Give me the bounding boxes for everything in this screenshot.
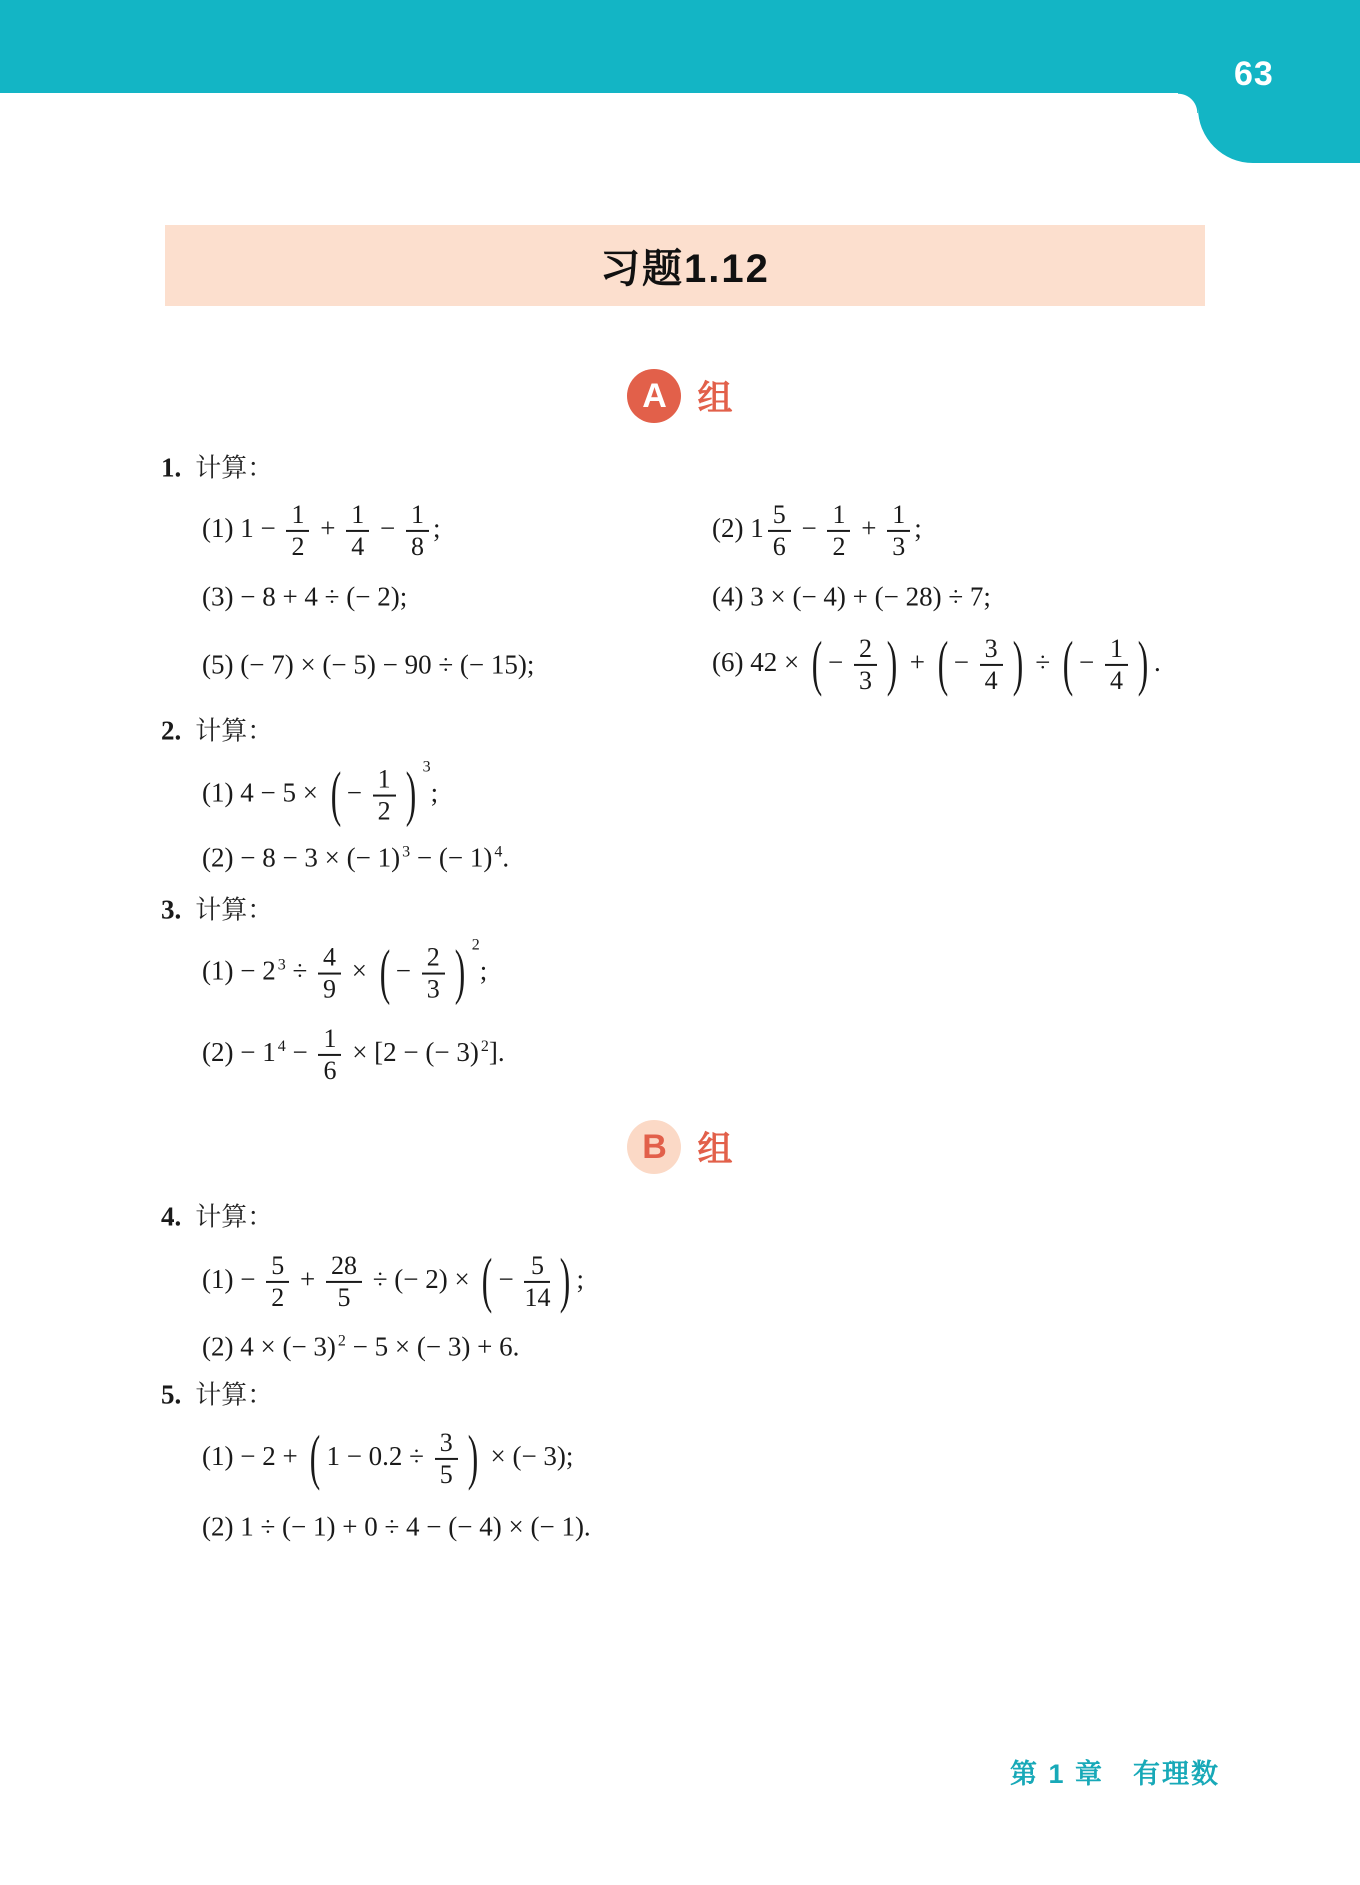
big-left-paren: ( xyxy=(937,630,948,698)
big-left-paren: ( xyxy=(379,938,391,1007)
math-expression: (1) 4 − 5 × ( − $\frac{1}{2}$ ) 3; xyxy=(202,758,439,829)
big-right-paren: ) xyxy=(560,1247,571,1315)
exponent: 2 xyxy=(480,1038,489,1056)
fraction: $\frac{1}{2}$ xyxy=(286,501,309,561)
big-left-paren: ( xyxy=(811,630,823,698)
problem-header xyxy=(161,1197,273,1234)
exponent: 3 xyxy=(422,758,431,776)
problem-label: 计算： xyxy=(195,452,274,483)
section-b-heading xyxy=(0,1120,1360,1174)
exponent: 3 xyxy=(402,843,411,861)
tab-corner-fillet xyxy=(1178,93,1198,113)
big-right-paren: ) xyxy=(886,630,898,698)
fraction: $\frac{1}{4}$ xyxy=(1105,635,1128,695)
math-expression: (4) 3 × (− 4) + (− 28) ÷ 7; xyxy=(712,581,991,612)
exponent: 2 xyxy=(337,1332,346,1350)
fraction: $\frac{1}{2}$ xyxy=(827,501,850,561)
page-number: 63 xyxy=(1234,55,1274,93)
fraction: $\frac{3}{4}$ xyxy=(980,635,1003,695)
fraction: $\frac{2}{3}$ xyxy=(854,635,877,695)
exponent: 3 xyxy=(277,956,286,974)
problem-header xyxy=(161,448,273,485)
math-expression: (5) (− 7) × (− 5) − 90 ÷ (− 15); xyxy=(202,649,535,680)
fraction: $\frac{5}{2}$ xyxy=(266,1252,289,1312)
title-banner xyxy=(165,225,1205,306)
fraction: $\frac{1}{4}$ xyxy=(346,501,369,561)
big-right-paren: ) xyxy=(405,760,416,829)
fraction: $\frac{28}{5}$ xyxy=(326,1252,362,1312)
problem-number: 3. xyxy=(161,894,182,925)
problem-header xyxy=(161,711,273,748)
math-expression: (2) − 8 − 3 × (− 1) 3 − (− 1) 4. xyxy=(202,842,510,873)
problem-label: 计算： xyxy=(195,715,274,746)
section-a-label: 组 xyxy=(697,379,733,418)
problem-label: 计算： xyxy=(195,1379,274,1410)
fraction: $\frac{4}{9}$ xyxy=(318,943,341,1003)
section-b-badge: B xyxy=(627,1120,681,1174)
big-right-paren: ) xyxy=(454,938,466,1007)
problem-header xyxy=(161,1375,273,1412)
big-left-paren: ( xyxy=(1062,630,1074,698)
big-left-paren: ( xyxy=(482,1247,493,1315)
math-expression: (1) 1 − $\frac{1}{2}$ + $\frac{1}{4}$ − $\frac{1}{8}$ ; xyxy=(202,499,441,561)
fraction: $\frac{5}{6}$ xyxy=(768,501,791,561)
header-band xyxy=(0,0,1360,93)
section-a-heading xyxy=(0,369,1360,423)
math-expression: (2) 4 × (− 3) 2 − 5 × (− 3) + 6. xyxy=(202,1331,520,1362)
page-title: 习题1.12 xyxy=(600,247,770,291)
problem-header xyxy=(161,890,273,927)
big-left-paren: ( xyxy=(330,760,341,829)
fraction: $\frac{1}{3}$ xyxy=(887,501,910,561)
fraction: $\frac{1}{6}$ xyxy=(318,1025,341,1085)
math-expression: (2) − 1 4 − $\frac{1}{6}$ × [2 − (− 3) 2]. xyxy=(202,1023,505,1085)
problem-label: 计算： xyxy=(195,1201,274,1232)
chapter-footer: 第 1 章 有理数 xyxy=(1010,1759,1221,1789)
exponent: 4 xyxy=(277,1038,286,1056)
exponent: 4 xyxy=(494,843,503,861)
page-number-tab xyxy=(1198,0,1360,163)
math-expression: (2) 1 $\frac{5}{6}$ − $\frac{1}{2}$ + $\frac{1}{3}$ ; xyxy=(712,499,922,561)
fraction: $\frac{1}{8}$ xyxy=(406,501,429,561)
math-expression: (1) − 2 + ( 1 − 0.2 ÷ $\frac{3}{5}$ ) × (− 3); xyxy=(202,1424,574,1492)
fraction: $\frac{5}{14}$ xyxy=(524,1250,551,1312)
problem-number: 5. xyxy=(161,1379,182,1410)
big-right-paren: ) xyxy=(1137,630,1149,698)
fraction: $\frac{2}{3}$ xyxy=(422,943,445,1003)
math-expression: (6) 42 × ( − $\frac{2}{3}$ ) + ( − $\frac{3}{4}$ ) ÷ ( − $\frac{1}{4}$ ) . xyxy=(712,630,1161,698)
big-left-paren: ( xyxy=(310,1424,321,1492)
exponent: 2 xyxy=(471,936,480,954)
section-a-badge: A xyxy=(627,369,681,423)
section-b-label: 组 xyxy=(697,1130,733,1169)
problem-number: 1. xyxy=(161,452,182,483)
math-expression: (2) 1 ÷ (− 1) + 0 ÷ 4 − (− 4) × (− 1). xyxy=(202,1511,591,1542)
problem-number: 4. xyxy=(161,1201,182,1232)
math-expression: (1) − 2 3 ÷ $\frac{4}{9}$ × ( − $\frac{2}{3}$ ) 2; xyxy=(202,936,488,1007)
fraction: $\frac{1}{2}$ xyxy=(373,765,396,825)
big-right-paren: ) xyxy=(467,1424,478,1492)
math-expression: (3) − 8 + 4 ÷ (− 2); xyxy=(202,581,408,612)
problem-number: 2. xyxy=(161,715,182,746)
fraction: $\frac{3}{5}$ xyxy=(435,1429,458,1489)
math-expression: (1) − $\frac{5}{2}$ + $\frac{28}{5}$ ÷ (− 2) × ( − $\frac{5}{14}$ ) ; xyxy=(202,1247,584,1315)
problem-label: 计算： xyxy=(195,894,274,925)
big-right-paren: ) xyxy=(1012,630,1023,698)
